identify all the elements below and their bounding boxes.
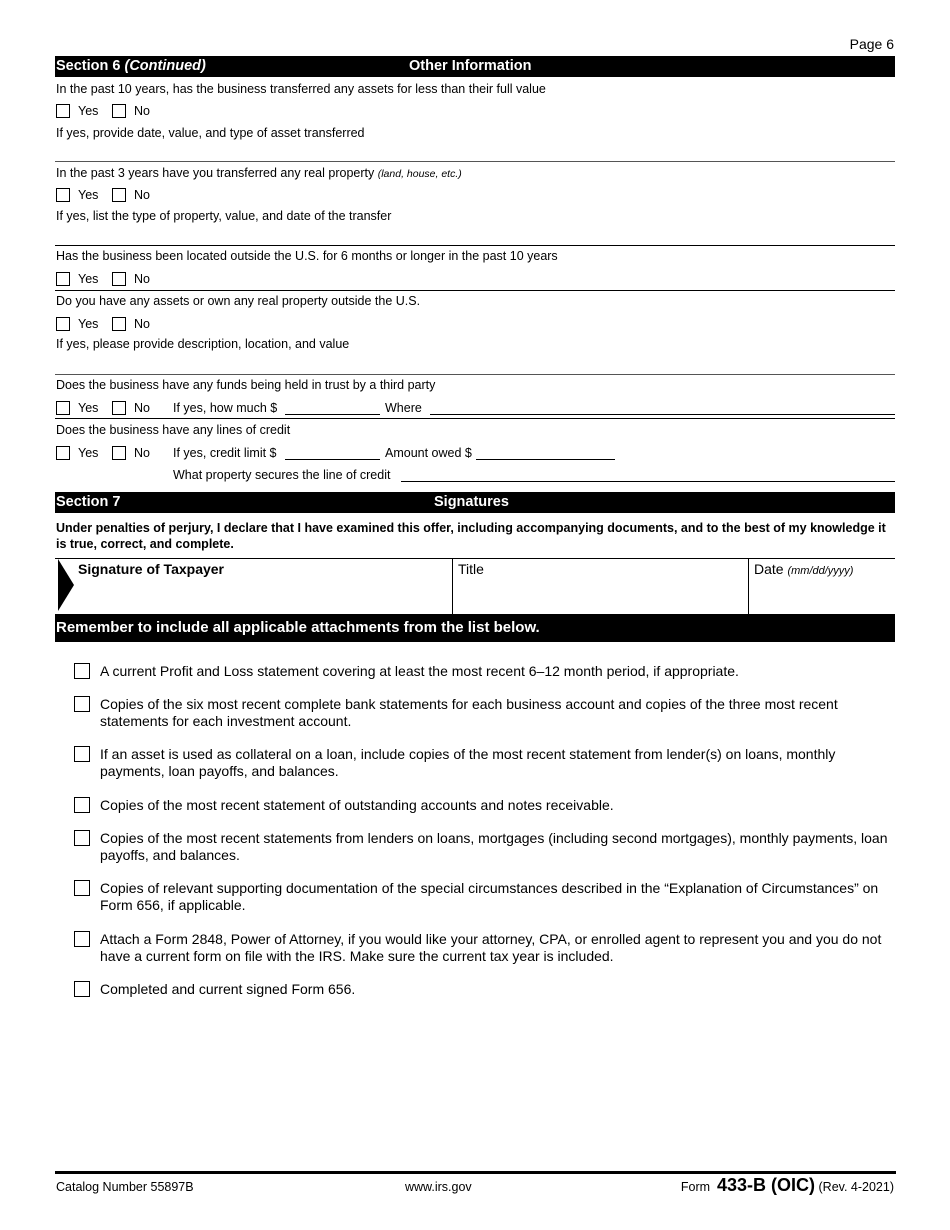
question-assets-outside-us: Do you have any assets or own any real property outside the U.S. [56,294,421,308]
catalog-number: Catalog Number 55897B [56,1180,194,1194]
divider [55,418,895,419]
q2-no-label: No [134,188,150,202]
section-7-title: Section 7 [56,494,121,510]
q2-yes-label: Yes [78,188,99,202]
q4-no-label: No [134,317,150,331]
divider [748,559,749,614]
q6-amount-owed-field[interactable] [476,459,615,460]
q1-followup-field[interactable] [56,142,894,160]
section-7-header [55,492,895,513]
q6-credit-limit-field[interactable] [285,459,380,460]
question-lines-of-credit: Does the business have any lines of credit [56,423,291,437]
question-transferred-assets: In the past 10 years, has the business transferred any assets for less than their full value [56,82,546,96]
date-label: Date (mm/dd/yyyy) [754,561,854,577]
q6-yes-checkbox[interactable] [56,446,70,460]
q6-amount-owed-label: Amount owed $ [385,446,472,460]
form-id: Form 433-B (OIC) (Rev. 4-2021) [680,1175,894,1195]
divider [55,290,895,291]
q3-no-label: No [134,272,150,286]
perjury-declaration: Under penalties of perjury, I declare that I have examined this offer, including accompanying documents, and to the best of my knowledge it is true, correct, and complete. [56,521,886,551]
q5-yes-checkbox[interactable] [56,401,70,415]
q1-no-checkbox[interactable] [112,104,126,118]
q6-yes-label: Yes [78,446,99,460]
signature-field[interactable] [76,580,450,612]
q4-followup-label: If yes, please provide description, location, and value [56,337,350,351]
q5-how-much-label: If yes, how much $ [173,401,278,415]
q3-yes-label: Yes [78,272,99,286]
attachment-checkbox[interactable] [74,797,90,813]
q1-followup-label: If yes, provide date, value, and type of asset transferred [56,126,365,140]
attachment-checkbox[interactable] [74,880,90,896]
q2-followup-label: If yes, list the type of property, value, and date of the transfer [56,209,392,223]
question-real-property-transfer: In the past 3 years have you transferred any real property (land, house, etc.) [56,166,462,180]
divider [452,559,453,614]
footer-rule [55,1171,896,1174]
title-field[interactable] [456,580,746,612]
attachments-heading: Remember to include all applicable attachments from the list below. [56,619,540,636]
section-6-header [55,56,895,77]
attachment-item: Attach a Form 2848, Power of Attorney, if you would like your attorney, CPA, or enrolled agent to represent you and you do not have a current form on file with the IRS. Make sure the current tax year is included. [100,931,882,964]
signature-label: Signature of Taxpayer [78,561,225,577]
attachment-checkbox[interactable] [74,981,90,997]
q5-no-label: No [134,401,150,415]
section-6-title: Section 6 [56,58,121,74]
attachment-checkbox[interactable] [74,931,90,947]
attachment-checkbox[interactable] [74,830,90,846]
q5-how-much-field[interactable] [285,414,380,415]
q6-no-label: No [134,446,150,460]
q6-secures-label: What property secures the line of credit [173,468,391,482]
q5-where-field[interactable] [430,414,895,415]
q1-yes-label: Yes [78,104,99,118]
q2-yes-checkbox[interactable] [56,188,70,202]
website: www.irs.gov [405,1180,472,1194]
title-label: Title [458,561,484,577]
date-field[interactable] [752,580,894,612]
divider [55,245,895,246]
signature-arrow-icon [58,559,76,611]
q1-no-label: No [134,104,150,118]
q2-no-checkbox[interactable] [112,188,126,202]
attachment-checkbox[interactable] [74,696,90,712]
q2-followup-field[interactable] [56,226,894,244]
q4-no-checkbox[interactable] [112,317,126,331]
attachment-item: Completed and current signed Form 656. [100,981,356,997]
section-6-continued: (Continued) [124,58,206,74]
q3-yes-checkbox[interactable] [56,272,70,286]
attachment-item: Copies of the six most recent complete bank statements for each business account and copies of the three most recent statements for each investment account. [100,696,838,729]
section-6-heading: Other Information [409,58,532,74]
page-number: Page 6 [849,36,894,52]
q6-secures-field[interactable] [401,481,895,482]
q5-yes-label: Yes [78,401,99,415]
q4-yes-label: Yes [78,317,99,331]
question-funds-in-trust: Does the business have any funds being held in trust by a third party [56,378,436,392]
q4-yes-checkbox[interactable] [56,317,70,331]
attachment-item: Copies of the most recent statements from lenders on loans, mortgages (including second mortgages), monthly payments, loan payoffs, and balances. [100,830,888,863]
attachment-item: Copies of relevant supporting documentation of the special circumstances described in the “Explanation of Circumstances” on Form 656, if applicable. [100,880,879,913]
q5-no-checkbox[interactable] [112,401,126,415]
section-7-heading: Signatures [434,494,509,510]
attachments-header [55,614,895,642]
q1-yes-checkbox[interactable] [56,104,70,118]
divider [55,161,895,162]
q3-no-checkbox[interactable] [112,272,126,286]
q5-where-label: Where [385,401,422,415]
attachment-checkbox[interactable] [74,746,90,762]
question-located-outside-us: Has the business been located outside the U.S. for 6 months or longer in the past 10 years [56,249,558,263]
divider [55,374,895,375]
attachment-item: A current Profit and Loss statement covering at least the most recent 6–12 month period, if appropriate. [100,663,739,679]
q6-no-checkbox[interactable] [112,446,126,460]
attachment-item: If an asset is used as collateral on a loan, include copies of the most recent statement from lender(s) on loans, monthly payments, loan payoffs, and balances. [100,746,836,779]
q6-credit-limit-label: If yes, credit limit $ [173,446,277,460]
attachment-item: Copies of the most recent statement of outstanding accounts and notes receivable. [100,797,614,813]
attachment-checkbox[interactable] [74,663,90,679]
q4-followup-field[interactable] [56,354,894,372]
